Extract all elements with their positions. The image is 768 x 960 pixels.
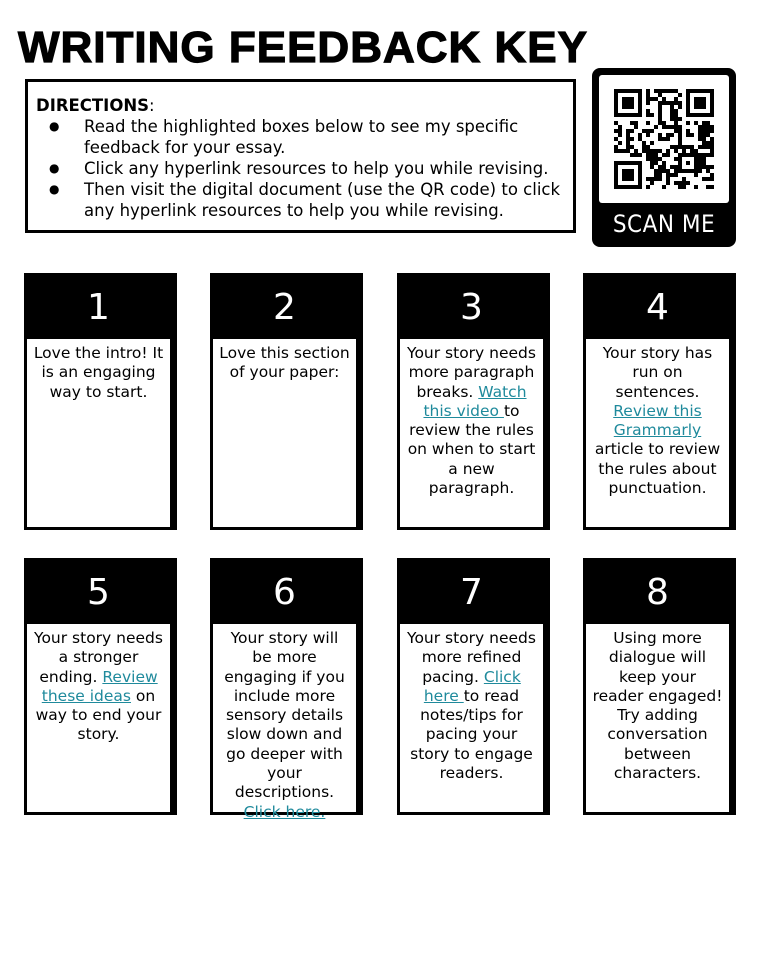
feedback-card-8 — [583, 558, 732, 815]
qr-scan-label: SCAN ME — [612, 210, 716, 238]
page-title: WRITING FEEDBACK KEY — [18, 23, 588, 72]
resource-link[interactable]: Review these ideas — [41, 667, 158, 705]
feedback-text: Your story needs a stronger ending. — [34, 629, 163, 686]
qr-code-icon — [614, 89, 714, 189]
card-feedback-text — [27, 339, 170, 402]
resource-link[interactable]: Click here — [423, 667, 521, 705]
qr-code[interactable] — [599, 75, 729, 203]
feedback-card-4 — [583, 273, 732, 530]
card-number: 7 — [400, 561, 543, 624]
feedback-text: Love the intro! It is an engaging way to start. — [33, 344, 164, 401]
qr-code-badge[interactable] — [592, 68, 736, 247]
feedback-text: Your story will be more engaging if you include more sensory details slow down and go deeper with your descriptions. — [224, 629, 345, 802]
card-number: 4 — [586, 276, 729, 339]
feedback-text: on way to end your story. — [35, 686, 162, 744]
card-feedback-text — [400, 624, 543, 783]
directions-item: ● Click any hyperlink resources to help you while revising. — [36, 158, 563, 179]
resource-link[interactable]: Review this Grammarly — [613, 401, 702, 440]
directions-heading: DIRECTIONS — [36, 96, 150, 115]
feedback-text: to review the rules on when to start a new paragraph. — [407, 401, 536, 498]
feedback-text: Your story needs more paragraph breaks. — [407, 344, 536, 401]
resource-link[interactable]: Watch this video — [423, 382, 527, 420]
card-feedback-text — [400, 339, 543, 498]
card-number: 1 — [27, 276, 170, 339]
card-feedback-text — [586, 624, 729, 783]
card-feedback-text — [27, 624, 170, 745]
directions-item: ● Read the highlighted boxes below to see my specific feedback for your essay. — [36, 116, 563, 158]
card-number: 2 — [213, 276, 356, 339]
feedback-card-2 — [210, 273, 359, 530]
feedback-card-7 — [397, 558, 546, 815]
feedback-text: Love this section of your paper: — [219, 344, 350, 382]
feedback-text: article to review the rules about punctuation. — [594, 440, 721, 498]
directions-item: ● Then visit the digital document (use the QR code) to click any hyperlink resources to help you while revising. — [36, 179, 563, 221]
resource-link[interactable]: Click here. — [243, 802, 326, 821]
directions-heading-line — [36, 95, 563, 116]
feedback-text: to read notes/tips for pacing your story to engage readers. — [410, 686, 533, 783]
feedback-card-5 — [24, 558, 173, 815]
directions-colon: : — [149, 96, 155, 115]
directions-box — [25, 79, 576, 233]
feedback-text: Using more dialogue will keep your reader engaged! Try adding conversation between characters. — [592, 629, 723, 783]
feedback-card-1 — [24, 273, 173, 530]
card-feedback-text — [213, 339, 356, 383]
feedback-text: Your story needs more refined pacing. — [407, 629, 536, 686]
card-number: 8 — [586, 561, 729, 624]
feedback-card-3 — [397, 273, 546, 530]
card-number: 5 — [27, 561, 170, 624]
card-number: 3 — [400, 276, 543, 339]
card-feedback-text — [586, 339, 729, 498]
feedback-card-6 — [210, 558, 359, 821]
directions-list — [36, 116, 563, 221]
feedback-text: Your story has run on sentences. — [602, 344, 713, 401]
card-number: 6 — [213, 561, 356, 624]
card-feedback-text — [213, 624, 356, 822]
